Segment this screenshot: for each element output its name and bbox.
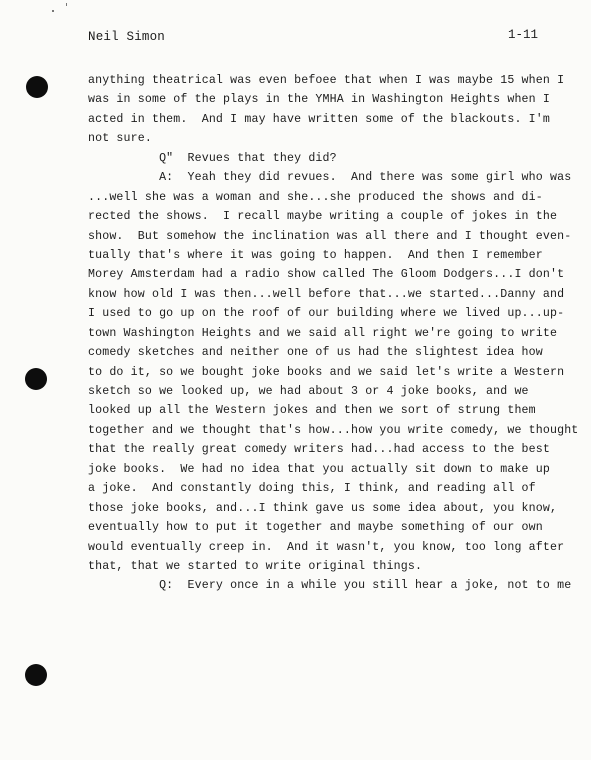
question-line: Q: Every once in a while you still hear a joke, not to me xyxy=(88,579,572,593)
text-line: sketch so we looked up, we had about 3 or 4 joke books, and we xyxy=(88,385,529,398)
binder-hole-bottom xyxy=(25,664,47,686)
page-number: 1-11 xyxy=(508,28,539,42)
text-line: that, that we started to write original things. xyxy=(88,559,423,573)
text-line: know how old I was then...well before that...we started...Danny and xyxy=(88,287,565,301)
text-line: Morey Amsterdam had a radio show called The Gloom Dodgers...I don't xyxy=(88,268,565,282)
text-line: show. But somehow the inclination was all there and I thought even- xyxy=(88,229,572,243)
question-line: Q" Revues that they did? xyxy=(88,151,337,165)
text-line: rected the shows. I recall maybe writing a couple of jokes in the xyxy=(88,210,558,224)
text-line: that the really great comedy writers had...had access to the best xyxy=(88,443,550,457)
text-line: anything theatrical was even befoee that when I was maybe 15 when I xyxy=(88,74,565,87)
text-line: joke books. We had no idea that you actually sit down to make up xyxy=(88,462,550,476)
scan-speck xyxy=(66,3,67,6)
text-line: ...well she was a woman and she...she produced the shows and di- xyxy=(88,190,543,204)
text-line: looked up all the Western jokes and then we sort of strung them xyxy=(88,404,536,418)
text-line: a joke. And constantly doing this, I think, and reading all of xyxy=(88,482,536,496)
text-line: comedy sketches and neither one of us had the slightest idea how xyxy=(88,346,543,360)
text-line: was in some of the plays in the YMHA in Washington Heights when I xyxy=(88,93,550,107)
binder-hole-middle xyxy=(25,368,47,390)
scan-speck xyxy=(52,10,54,12)
text-line: those joke books, and...I think gave us some idea about, you know, xyxy=(88,501,558,515)
text-line: I used to go up on the roof of our building where we lived up...up- xyxy=(88,307,565,321)
binder-hole-top xyxy=(26,76,48,98)
text-line: together and we thought that's how...how you write comedy, we thought xyxy=(88,423,579,437)
transcript-body xyxy=(88,71,579,596)
text-line: to do it, so we bought joke books and we said let's write a Western xyxy=(88,365,565,379)
answer-line: A: Yeah they did revues. And there was some girl who was xyxy=(88,171,572,185)
text-line: eventually how to put it together and maybe something of our own xyxy=(88,521,543,535)
text-line: not sure. xyxy=(88,132,152,146)
header-name: Neil Simon xyxy=(88,30,166,44)
text-line: acted in them. And I may have written some of the blackouts. I'm xyxy=(88,112,550,126)
text-line: would eventually creep in. And it wasn't, you know, too long after xyxy=(88,540,565,554)
text-line: tually that's where it was going to happen. And then I remember xyxy=(88,248,543,262)
text-line: town Washington Heights and we said all right we're going to write xyxy=(88,326,558,340)
